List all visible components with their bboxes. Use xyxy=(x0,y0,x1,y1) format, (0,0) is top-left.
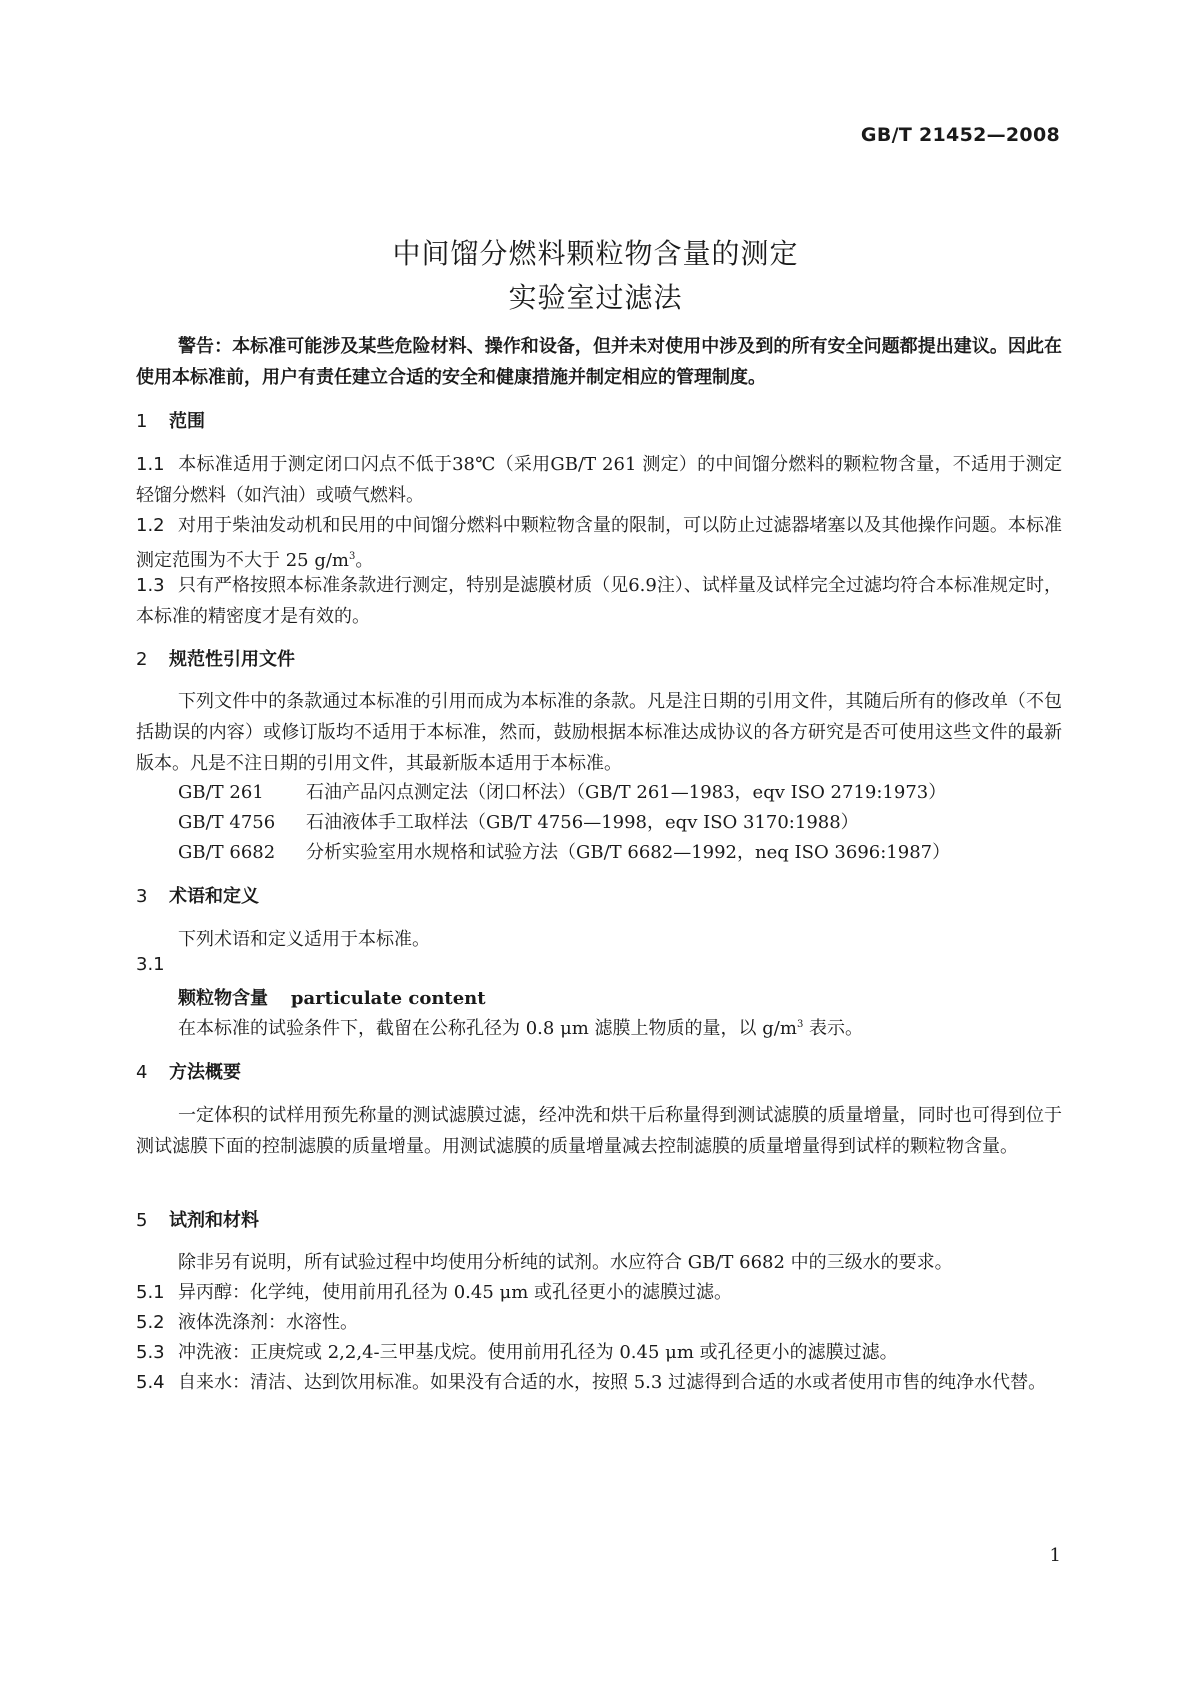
clause-number: 5.2 xyxy=(136,1312,165,1333)
section-3-intro: 下列术语和定义适用于本标准。 xyxy=(178,929,430,950)
reference-item xyxy=(178,838,950,864)
page-number: 1 xyxy=(1049,1545,1061,1566)
section-number: 1 xyxy=(136,411,148,432)
definition-text-end: 表示。 xyxy=(803,1018,864,1039)
section-5-intro: 除非另有说明，所有试验过程中均使用分析纯的试剂。水应符合 GB/T 6682 中的三级水的要求。 xyxy=(178,1252,953,1273)
section-title: 方法概要 xyxy=(169,1062,241,1083)
clause-3-1-number xyxy=(136,954,165,975)
section-5-heading xyxy=(136,1206,259,1232)
term-english: particulate content xyxy=(290,988,486,1009)
clause-text-end: 。 xyxy=(355,550,374,571)
section-3-heading xyxy=(136,882,259,908)
term-entry xyxy=(178,984,486,1010)
term-definition xyxy=(178,1014,863,1040)
section-1-heading xyxy=(136,407,205,433)
clause-1-2 xyxy=(136,510,1062,576)
clause-5-3 xyxy=(136,1337,1062,1368)
section-number: 2 xyxy=(136,649,148,670)
superscript: 3 xyxy=(796,1019,804,1030)
section-title: 试剂和材料 xyxy=(169,1210,259,1231)
clause-1-3 xyxy=(136,570,1062,632)
reference-item xyxy=(178,808,859,834)
section-number: 3 xyxy=(136,886,148,907)
clause-text: 本标准适用于测定闭口闪点不低于38℃（采用GB/T 261 测定）的中间馏分燃料的颗粒物含量，不适用于测定轻馏分燃料（如汽油）或喷气燃料。 xyxy=(136,454,1062,506)
section-2-intro: 下列文件中的条款通过本标准的引用而成为本标准的条款。凡是注日期的引用文件，其随后所有的修改单（不包括勘误的内容）或修订版均不适用于本标准，然而，鼓励根据本标准达成协议的各方研究是否可使用这些文件的最新版本。凡是不注日期的引用文件，其最新版本适用于本标准。 xyxy=(136,691,1062,774)
clause-5-4 xyxy=(136,1367,1062,1398)
definition-text: 在本标准的试验条件下，截留在公称孔径为 0.8 μm 滤膜上物质的量，以 g/m xyxy=(178,1018,797,1039)
clause-text: 对用于柴油发动机和民用的中间馏分燃料中颗粒物含量的限制，可以防止过滤器堵塞以及其他操作问题。本标准测定范围为不大于 25 g/m xyxy=(136,515,1062,571)
warning-paragraph: 警告：本标准可能涉及某些危险材料、操作和设备，但并未对使用中涉及到的所有安全问题都提出建议。因此在使用本标准前，用户有责任建立合适的安全和健康措施并制定相应的管理制度。 xyxy=(136,336,1062,388)
reference-text: 石油产品闪点测定法（闭口杯法）（GB/T 261—1983，eqv ISO 2719:1973） xyxy=(306,782,947,803)
clause-1-1 xyxy=(136,449,1062,511)
clause-5-1 xyxy=(136,1277,1062,1308)
clause-number: 5.4 xyxy=(136,1372,165,1393)
section-4-heading xyxy=(136,1058,241,1084)
reference-text: 分析实验室用水规格和试验方法（GB/T 6682—1992，neq ISO 3696:1987） xyxy=(306,842,951,863)
reference-item xyxy=(178,778,946,804)
reference-text: 石油液体手工取样法（GB/T 4756—1998，eqv ISO 3170:1988） xyxy=(306,812,859,833)
clause-text: 冲洗液：正庚烷或 2,2,4-三甲基戊烷。使用前用孔径为 0.45 μm 或孔径更小的滤膜过滤。 xyxy=(178,1342,898,1363)
reference-code: GB/T 6682 xyxy=(178,842,276,863)
clause-number: 3.1 xyxy=(136,954,165,975)
clause-text: 自来水：清洁、达到饮用标准。如果没有合适的水，按照 5.3 过滤得到合适的水或者使用市售的纯净水代替。 xyxy=(178,1372,1047,1393)
standard-code: GB/T 21452—2008 xyxy=(860,124,1060,146)
clause-number: 5.3 xyxy=(136,1342,165,1363)
section-4-text: 一定体积的试样用预先称量的测试滤膜过滤，经冲洗和烘干后称量得到测试滤膜的质量增量，同时也可得到位于测试滤膜下面的控制滤膜的质量增量。用测试滤膜的质量增量减去控制滤膜的质量增量得到试样的颗粒物含量。 xyxy=(136,1105,1062,1157)
reference-code: GB/T 261 xyxy=(178,782,264,803)
clause-text: 液体洗涤剂：水溶性。 xyxy=(178,1312,358,1333)
clause-text: 异丙醇：化学纯，使用前用孔径为 0.45 μm 或孔径更小的滤膜过滤。 xyxy=(178,1282,733,1303)
section-2-heading xyxy=(136,645,295,671)
clause-5-2 xyxy=(136,1307,1062,1338)
section-title: 术语和定义 xyxy=(169,886,259,907)
clause-number: 5.1 xyxy=(136,1282,165,1303)
clause-text: 只有严格按照本标准条款进行测定，特别是滤膜材质（见6.9注）、试样量及试样完全过滤均符合本标准规定时，本标准的精密度才是有效的。 xyxy=(136,575,1062,627)
document-title-line1: 中间馏分燃料颗粒物含量的测定 xyxy=(392,237,799,270)
section-number: 4 xyxy=(136,1062,148,1083)
superscript: 3 xyxy=(349,551,356,562)
section-number: 5 xyxy=(136,1210,148,1231)
clause-number: 1.3 xyxy=(136,575,165,596)
clause-number: 1.1 xyxy=(136,454,165,475)
term-chinese: 颗粒物含量 xyxy=(178,988,268,1009)
document-title-line2: 实验室过滤法 xyxy=(508,281,683,314)
section-title: 范围 xyxy=(169,411,205,432)
section-title: 规范性引用文件 xyxy=(169,649,295,670)
clause-number: 1.2 xyxy=(136,515,165,536)
reference-code: GB/T 4756 xyxy=(178,812,276,833)
